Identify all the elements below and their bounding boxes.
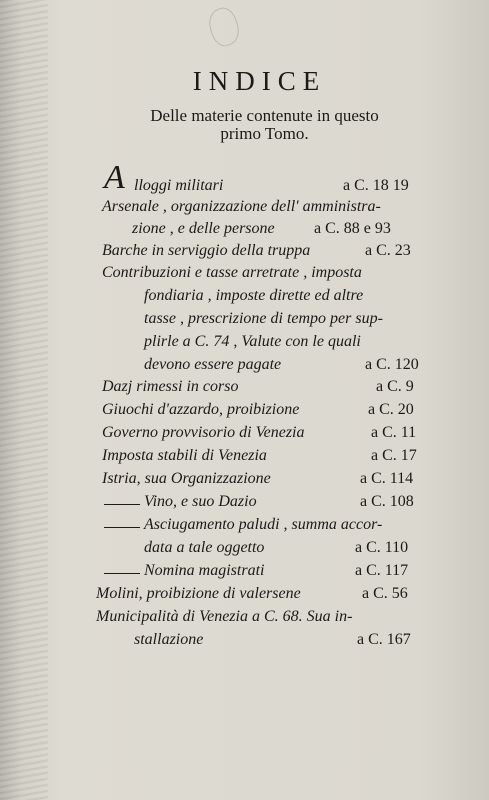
entry-page-ref: a C. 114 — [360, 470, 414, 487]
entry-page-ref: a C. 11 — [371, 424, 417, 441]
entry-page-ref: a C. 120 — [365, 356, 419, 373]
entry-text: Istria, sua Organizzazione — [102, 470, 271, 487]
entry-text: Molini, proibizione di valersene — [96, 585, 301, 602]
entry-text: zione , e delle persone — [132, 220, 275, 237]
entry-text: stallazione — [134, 631, 204, 648]
entry-text: Giuochi d'azzardo, proibizione — [102, 401, 300, 418]
index-entry — [0, 585, 489, 607]
index-entry — [0, 220, 489, 242]
entry-page-ref: a C. 23 — [365, 242, 411, 259]
index-entry — [0, 264, 489, 286]
entry-text: fondiaria , imposte dirette ed altre — [144, 287, 364, 304]
entry-text: plirle a C. 74 , Valute con le quali — [144, 333, 361, 350]
index-entry — [0, 356, 489, 378]
ditto-dash — [104, 527, 140, 528]
ditto-dash — [104, 573, 140, 574]
index-entry — [0, 516, 489, 538]
index-entry — [0, 287, 489, 309]
entry-text: Dazj rimessi in corso — [102, 378, 239, 395]
index-entry — [0, 608, 489, 630]
index-entry — [0, 493, 489, 515]
entry-page-ref: a C. 110 — [355, 539, 409, 556]
entry-page-ref: a C. 17 — [371, 447, 417, 464]
index-entry — [0, 333, 489, 355]
index-entry — [0, 198, 489, 220]
index-entry — [0, 539, 489, 561]
index-title: INDICE — [192, 66, 327, 96]
entry-text: Arsenale , organizzazione dell' amministra- — [102, 198, 381, 215]
entry-page-ref: a C. 18 19 — [343, 177, 409, 194]
index-entry — [0, 159, 489, 199]
entry-text: devono essere pagate — [144, 356, 282, 373]
entry-text: Governo provvisorio di Venezia — [102, 424, 305, 441]
index-entry — [0, 310, 489, 332]
index-entry — [0, 562, 489, 584]
entry-text: Municipalità di Venezia a C. 68. Sua in- — [96, 608, 353, 625]
index-entry — [0, 242, 489, 264]
index-entry — [0, 447, 489, 469]
faint-ink-mark — [204, 4, 243, 49]
entry-page-ref: a C. 117 — [355, 562, 409, 579]
index-entry — [0, 470, 489, 492]
entry-text: tasse , prescrizione di tempo per sup- — [144, 310, 383, 327]
entry-text: Barche in serviggio della truppa — [102, 242, 311, 259]
ditto-dash — [104, 504, 140, 505]
index-subtitle-line-1: Delle materie contenute in questo — [150, 106, 379, 125]
entry-page-ref: a C. 108 — [360, 493, 414, 510]
entry-text: Nomina magistrati — [144, 562, 265, 579]
dropcap-letter: A — [104, 159, 125, 196]
entry-text: lloggi militari — [134, 177, 224, 194]
entry-page-ref: a C. 167 — [357, 631, 411, 648]
index-entry — [0, 401, 489, 423]
entry-text: Asciugamento paludi , summa accor- — [144, 516, 383, 533]
index-subtitle-line-2: primo Tomo. — [220, 124, 309, 143]
entry-page-ref: a C. 20 — [368, 401, 414, 418]
index-entry — [0, 378, 489, 400]
entry-text: Vino, e suo Dazio — [144, 493, 257, 510]
entry-page-ref: a C. 9 — [376, 378, 414, 395]
entry-text: Contribuzioni e tasse arretrate , imposta — [102, 264, 362, 281]
entry-text: Imposta stabili di Venezia — [102, 447, 267, 464]
entry-page-ref: a C. 56 — [362, 585, 408, 602]
index-entry — [0, 424, 489, 446]
entry-page-ref: a C. 88 e 93 — [314, 220, 391, 237]
entry-text: data a tale oggetto — [144, 539, 265, 556]
index-entry — [0, 631, 489, 653]
